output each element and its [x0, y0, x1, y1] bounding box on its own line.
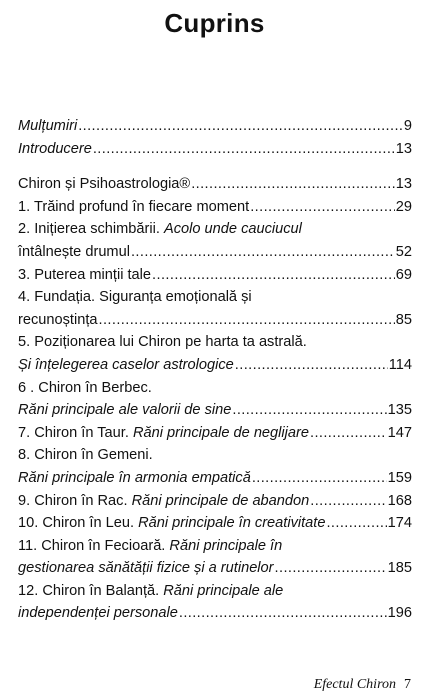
toc-entry-subtitle: Și înțelegerea caselor astrologice	[18, 356, 234, 373]
section-gap	[18, 160, 412, 173]
dot-leader	[310, 422, 387, 445]
toc-entry-title: 12. Chiron în Balanță.	[18, 582, 164, 599]
toc-entry[interactable]	[18, 422, 412, 445]
toc-entry-subtitle: Acolo unde cauciucul	[164, 221, 302, 238]
dot-leader	[152, 264, 395, 287]
toc-page-number: 9	[403, 118, 412, 134]
dot-leader	[78, 115, 403, 138]
page-footer	[314, 677, 411, 693]
toc-page-number: 29	[395, 198, 412, 215]
page-number: 7	[404, 677, 411, 692]
toc-page-number: 147	[387, 424, 412, 441]
toc-entry-subtitle: Răni principale ale	[163, 582, 284, 599]
toc-entry-line[interactable]	[18, 535, 412, 558]
toc-page-number: 168	[387, 492, 412, 509]
toc-entry-subtitle: Răni principale de neglijare	[132, 424, 309, 441]
toc-entry[interactable]	[18, 399, 412, 422]
toc-page-number: 13	[395, 140, 412, 157]
toc-entry[interactable]	[18, 196, 412, 219]
toc-entry-title: 5. Poziționarea lui Chiron pe harta ta astrală.	[18, 334, 307, 351]
toc-entry-line[interactable]	[18, 286, 412, 309]
toc-entry[interactable]	[18, 557, 412, 580]
toc-entry[interactable]	[18, 138, 412, 161]
toc-entry-subtitle: Răni principale de abandon	[131, 492, 310, 509]
toc-entry-subtitle: independenței personale	[18, 605, 178, 622]
toc-page-number: 85	[395, 311, 412, 328]
toc-entry-title: recunoștința	[18, 311, 98, 328]
toc-page-number: 196	[387, 605, 412, 622]
toc-entry-line[interactable]	[18, 218, 412, 241]
toc-entry-title: 1. Trăind profund în fiecare moment	[18, 198, 250, 215]
toc-entry-title: 3. Puterea minții tale	[18, 266, 152, 283]
toc-entry-line[interactable]	[18, 331, 412, 354]
page-title: Cuprins	[164, 8, 265, 38]
toc-entry-title: 8. Chiron în Gemeni.	[18, 447, 153, 464]
toc-entry-title-wrap	[18, 422, 309, 445]
toc-entry-title-wrap	[18, 490, 309, 513]
toc-entry-title: 9. Chiron în Rac.	[18, 492, 132, 509]
toc-entry[interactable]	[18, 602, 412, 625]
toc-entry-subtitle: Răni principale în armonia empatică	[18, 469, 251, 486]
dot-leader	[131, 241, 395, 264]
toc-entry-subtitle: Răni principale ale valorii de sine	[18, 402, 232, 419]
toc-entry[interactable]	[18, 354, 412, 377]
toc-entry[interactable]	[18, 309, 412, 332]
dot-leader	[191, 173, 395, 196]
toc-entry[interactable]	[18, 467, 412, 490]
toc-entry-title: 10. Chiron în Leu.	[18, 515, 139, 532]
toc-entry[interactable]	[18, 490, 412, 513]
toc-page-number: 69	[395, 266, 412, 283]
toc-page-number: 114	[388, 356, 412, 373]
toc-entry[interactable]	[18, 115, 412, 138]
dot-leader	[99, 309, 395, 332]
toc-entry-subtitle: gestionarea sănătății fizice și a rutinelor	[18, 560, 274, 577]
toc-entry-title: 4. Fundația. Siguranța emoțională și	[18, 289, 252, 306]
toc-entry[interactable]	[18, 264, 412, 287]
toc-entry-title: Introducere	[18, 140, 92, 157]
dot-leader	[232, 399, 386, 422]
toc-entry-title: 2. Inițierea schimbării.	[18, 221, 164, 238]
dot-leader	[179, 602, 387, 625]
toc-page-number: 52	[395, 243, 412, 260]
toc-entry-line[interactable]	[18, 580, 412, 603]
toc-page-number: 185	[387, 560, 412, 577]
toc-page-number: 174	[387, 515, 412, 532]
toc-entry-line[interactable]	[18, 444, 412, 467]
toc-entry-title: 7. Chiron în Taur.	[18, 424, 133, 441]
toc-entry[interactable]	[18, 173, 412, 196]
toc-entry-title: întâlnește drumul	[18, 243, 130, 260]
dot-leader	[326, 512, 386, 535]
toc-page-number: 135	[387, 402, 412, 419]
toc-entry-subtitle: Răni principale în	[169, 537, 283, 554]
toc-entry-title-wrap	[18, 512, 325, 535]
toc-entry-line[interactable]	[18, 377, 412, 400]
table-of-contents	[18, 115, 412, 625]
toc-entry[interactable]	[18, 241, 412, 264]
toc-entry-title: Chiron și Psihoastrologia®	[18, 176, 191, 193]
toc-entry-title: 11. Chiron în Fecioară.	[18, 537, 170, 554]
toc-entry-title: Mulțumiri	[18, 118, 78, 134]
toc-entry-subtitle: Răni principale în creativitate	[138, 515, 326, 532]
dot-leader	[310, 490, 386, 513]
toc-page-number: 13	[395, 176, 412, 193]
dot-leader	[250, 196, 395, 219]
toc-page-number: 159	[387, 469, 412, 486]
running-footer-title: Efectul Chiron	[313, 677, 396, 692]
dot-leader	[275, 557, 387, 580]
dot-leader	[235, 354, 388, 377]
toc-entry[interactable]	[18, 512, 412, 535]
dot-leader	[252, 467, 387, 490]
toc-entry-title: 6 . Chiron în Berbec.	[18, 379, 152, 396]
dot-leader	[93, 138, 395, 161]
